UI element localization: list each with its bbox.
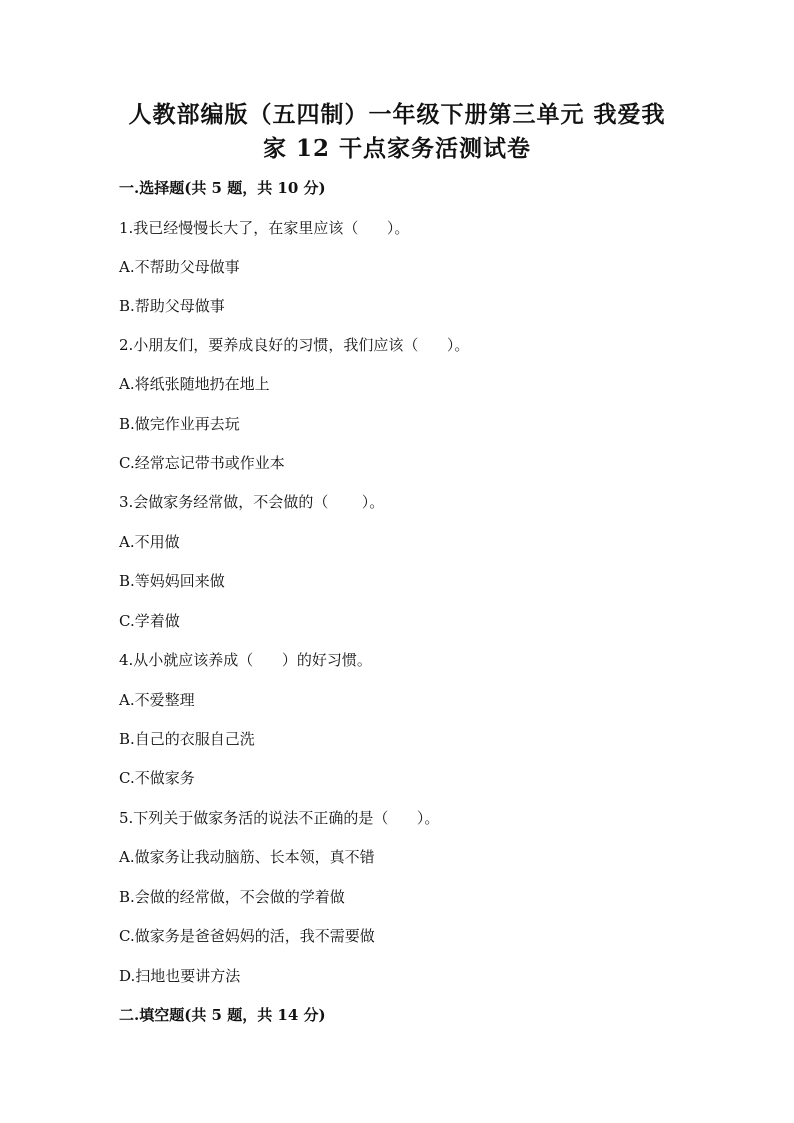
section-heading-fill-in-blank: 二.填空题(共 5 题，共 14 分) — [119, 1006, 326, 1024]
question-3-option-a: A.不用做 — [119, 533, 180, 551]
question-2-option-b: B.做完作业再去玩 — [119, 415, 240, 433]
question-2-option-c: C.经常忘记带书或作业本 — [119, 454, 285, 472]
question-5-stem: 5.下列关于做家务活的说法不正确的是（ ）。 — [119, 809, 440, 827]
question-4-option-c: C.不做家务 — [119, 769, 195, 787]
question-1-stem: 1.我已经慢慢长大了，在家里应该（ ）。 — [119, 219, 410, 237]
question-1-option-b: B.帮助父母做事 — [119, 297, 225, 315]
exam-title-line-2: 家 12 干点家务活测试卷 — [262, 135, 532, 162]
section-heading-multiple-choice: 一.选择题(共 5 题，共 10 分) — [119, 179, 326, 197]
question-3-option-b: B.等妈妈回来做 — [119, 572, 225, 590]
question-5-option-c: C.做家务是爸爸妈妈的活，我不需要做 — [119, 927, 375, 945]
question-4-option-b: B.自己的衣服自己洗 — [119, 730, 255, 748]
question-1-option-a: A.不帮助父母做事 — [119, 258, 240, 276]
question-4-option-a: A.不爱整理 — [119, 691, 195, 709]
question-4-stem: 4.从小就应该养成（ ）的好习惯。 — [119, 651, 372, 669]
question-3-stem: 3.会做家务经常做，不会做的（ ）。 — [119, 493, 385, 511]
question-5-option-a: A.做家务让我动脑筋、长本领，真不错 — [119, 848, 375, 866]
question-5-option-d: D.扫地也要讲方法 — [119, 967, 241, 985]
question-3-option-c: C.学着做 — [119, 612, 180, 630]
question-5-option-b: B.会做的经常做，不会做的学着做 — [119, 888, 345, 906]
question-2-option-a: A.将纸张随地扔在地上 — [119, 375, 270, 393]
exam-title-line-1: 人教部编版（五四制）一年级下册第三单元 我爱我 — [128, 101, 666, 128]
question-2-stem: 2.小朋友们，要养成良好的习惯，我们应该（ ）。 — [119, 336, 470, 354]
